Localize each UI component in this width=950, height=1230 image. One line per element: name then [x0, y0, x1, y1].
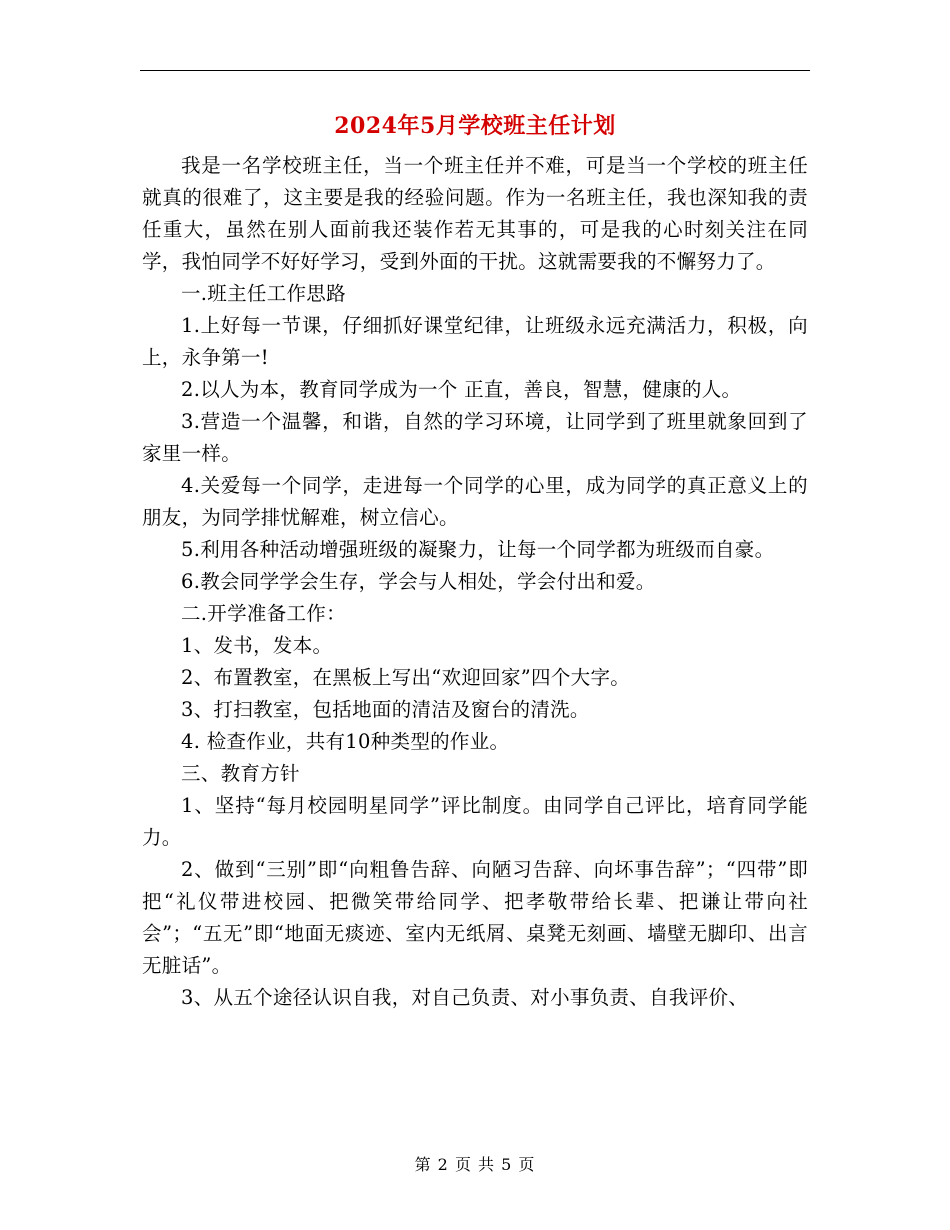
document-body [142, 150, 808, 1014]
list-item: 3.营造一个温馨，和谐，自然的学习环境，让同学到了班里就象回到了家里一样。 [142, 410, 808, 465]
paragraph-intro: 我是一名学校班主任，当一个班主任并不难，可是当一个学校的班主任就真的很难了，这主要是我的经验问题。作为一名班主任，我也深知我的责任重大，虽然在别人面前我还装作若无其事的，可是我的心时刻关注在同学，我怕同学不好好学习，受到外面的干扰。这就需要我的不懈努力了。 [142, 154, 808, 273]
list-item: 5.利用各种活动增强班级的凝聚力，让每一个同学都为班级而自豪。 [181, 538, 775, 561]
list-item: 4.关爱每一个同学，走进每一个同学的心里，成为同学的真正意义上的朋友，为同学排忧解难，树立信心。 [142, 474, 808, 529]
list-item: 2、做到“三别”即“向粗鲁告辞、向陋习告辞、向坏事告辞”；“四带”即把“礼仪带进校园、把微笑带给同学、把孝敬带给长辈、把谦让带向社会”；“五无”即“地面无痰迹、室内无纸屑、桌凳无刻画、墙壁无脚印、出言无脏话”。 [142, 858, 808, 977]
section-heading-1: 一.班主任工作思路 [181, 282, 346, 305]
list-item: 2、布置教室，在黑板上写出“欢迎回家”四个大字。 [181, 666, 631, 689]
list-item: 1、发书，发本。 [181, 634, 333, 657]
list-item: 4. 检查作业，共有10种类型的作业。 [181, 730, 510, 753]
list-item: 3、打扫教室，包括地面的清洁及窗台的清洗。 [181, 698, 590, 721]
header-rule [140, 70, 810, 71]
list-item: 2.以人为本，教育同学成为一个 正直，善良，智慧，健康的人。 [181, 378, 742, 401]
list-item: 1.上好每一节课，仔细抓好课堂纪律，让班级永远充满活力，积极，向上，永争第一! [142, 314, 808, 369]
list-item: 6.教会同学学会生存，学会与人相处，学会付出和爱。 [181, 570, 656, 593]
list-item: 1、坚持“每月校园明星同学”评比制度。由同学自己评比，培育同学能力。 [142, 794, 808, 849]
list-item: 3、从五个途径认识自我，对自己负责、对小事负责、自我评价、 [181, 986, 749, 1009]
page-number-footer: 第 2 页 共 5 页 [414, 1155, 536, 1174]
section-heading-2: 二.开学准备工作： [181, 602, 346, 625]
document-title: 2024年5月学校班主任计划 [334, 113, 616, 139]
section-heading-3: 三、教育方针 [181, 762, 300, 785]
